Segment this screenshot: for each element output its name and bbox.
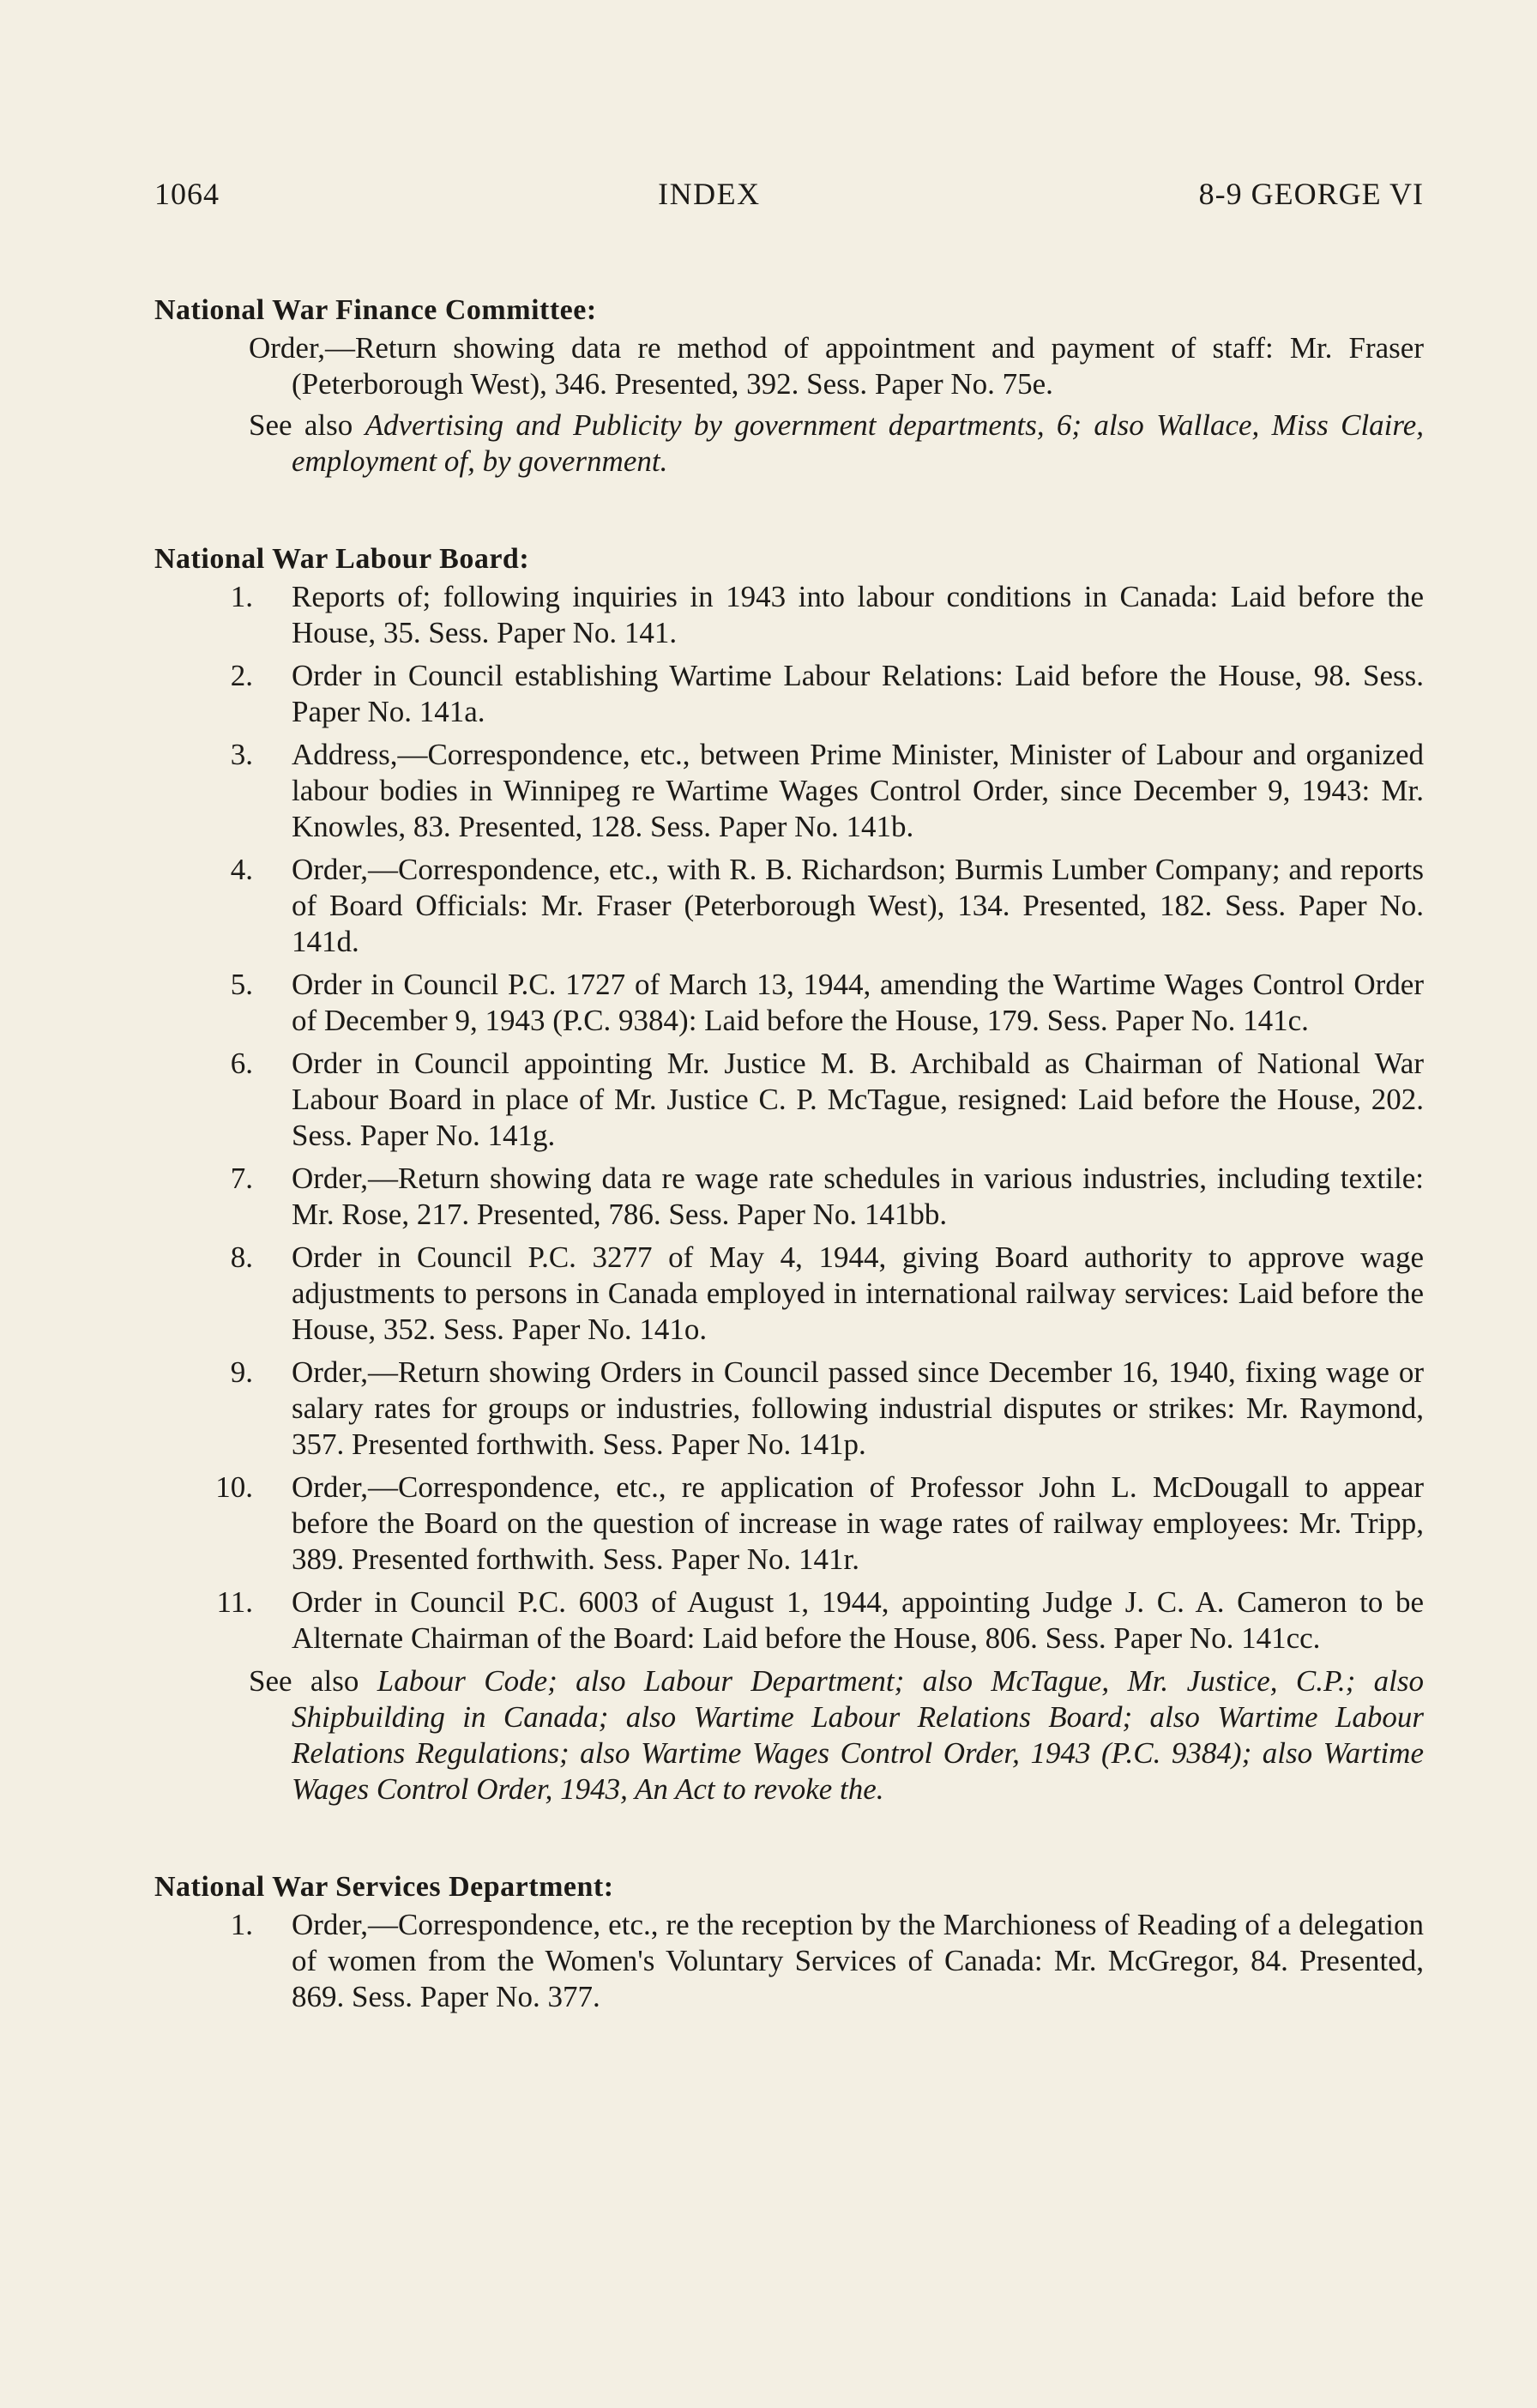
index-section-war-services [154,1871,1424,2015]
item-text: Order,—Return showing data re wage rate schedules in various industries, including textile: Mr. Rose, 217. Presented, 786. Sess. Paper No. 141bb. [292,1162,1424,1231]
item-number: 8. [230,1240,253,1274]
list-item [154,1161,1424,1233]
section-heading: National War Services Department: [154,1871,614,1903]
item-text: Order,—Correspondence, etc., re the reception by the Marchioness of Reading of a delegation of women from the Women's Voluntary Services of Canada: Mr. McGregor, 84. Presented, 869. Sess. Paper No. 377. [292,1908,1424,2013]
index-section-labour-board [154,543,1424,1808]
list-item [154,579,1424,651]
item-text: Order in Council P.C. 1727 of March 13, 1944, amending the Wartime Wages Control Order of December 9, 1943 (P.C. 9384): Laid before the House, 179. Sess. Paper No. 141c. [292,968,1424,1037]
see-also [154,407,1424,480]
list-item [154,658,1424,730]
item-text: Order,—Correspondence, etc., with R. B. Richardson; Burmis Lumber Company; and reports of Board Officials: Mr. Fraser (Peterborough West), 134. Presented, 182. Sess. Paper No. 141d. [292,853,1424,958]
index-section-finance-committee [154,294,1424,480]
item-number: 5. [230,968,253,1001]
item-text: Order in Council appointing Mr. Justice M. B. Archibald as Chairman of National War Labour Board in place of Mr. Justice C. P. McTague, resigned: Laid before the House, 202. Sess. Paper No. 141g. [292,1047,1424,1152]
item-text: Order in Council P.C. 6003 of August 1, 1944, appointing Judge J. C. A. Cameron to be Alternate Chairman of the Board: Laid before the House, 806. Sess. Paper No. 141cc. [292,1585,1424,1655]
item-text: Order,—Return showing Orders in Council passed since December 16, 1940, fixing wage or salary rates for groups or industries, following industrial disputes or strikes: Mr. Raymond, 357. Presented forthwith. Sess. Paper No. 141p. [292,1355,1424,1461]
item-text: Reports of; following inquiries in 1943 into labour conditions in Canada: Laid before the House, 35. Sess. Paper No. 141. [292,580,1424,649]
item-number: 9. [230,1355,253,1389]
section-heading: National War Finance Committee: [154,294,597,326]
page-number: 1064 [154,177,220,211]
item-number: 4. [230,853,253,886]
page-title: INDEX [658,177,761,211]
see-also [154,1663,1424,1808]
list-item [154,1584,1424,1657]
list-item [154,852,1424,960]
item-text: Order in Council P.C. 3277 of May 4, 1944, giving Board authority to approve wage adjustments to persons in Canada employed in international railway services: Laid before the House, 352. Sess. Paper No. 141o. [292,1240,1424,1346]
list-item [154,737,1424,845]
item-text: Order,—Correspondence, etc., re application of Professor John L. McDougall to appear before the Board on the question of increase in wage rates of railway employees: Mr. Tripp, 389. Presented forthwith. Sess. Paper No. 141r. [292,1470,1424,1576]
item-number: 3. [230,738,253,771]
section-heading: National War Labour Board: [154,543,530,575]
see-also-text: Labour Code; also Labour Department; also McTague, Mr. Justice, C.P.; also Shipbuilding in Canada; also Wartime Labour Relations Board; also Wartime Labour Relations Regulations; also Wartime Wages Control Order, 1943 (P.C. 9384); also Wartime Wages Control Order, 1943, An Act to revoke the. [292,1664,1425,1806]
list-item [154,1240,1424,1348]
item-text: Address,—Correspondence, etc., between Prime Minister, Minister of Labour and organized labour bodies in Winnipeg re Wartime Wages Control Order, since December 9, 1943: Mr. Knowles, 83. Presented, 128. Sess. Paper No. 141b. [292,738,1424,843]
see-also-prefix: See also [249,1664,359,1698]
item-number: 1. [230,580,253,613]
list-item [154,1470,1424,1578]
item-number: 2. [230,659,253,692]
item-number: 7. [230,1162,253,1195]
list-item [154,1046,1424,1154]
item-number: 11. [216,1585,253,1619]
item-text: Order in Council establishing Wartime Labour Relations: Laid before the House, 98. Sess. Paper No. 141a. [292,659,1424,728]
running-head [154,176,1424,212]
list-item [154,1907,1424,2015]
see-also-text: Advertising and Publicity by government departments, 6; also Wallace, Miss Claire, employment of, by government. [292,408,1425,478]
item-number: 1. [230,1908,253,1941]
item-number: 10. [215,1470,253,1504]
list-item [154,1355,1424,1463]
item-number: 6. [230,1047,253,1080]
list-item [154,967,1424,1039]
volume-label: 8-9 GEORGE VI [1198,177,1424,211]
index-entry: Order,—Return showing data re method of appointment and payment of staff: Mr. Fraser (Peterborough West), 346. Presented, 392. Sess. Paper No. 75e. [249,331,1424,401]
see-also-prefix: See also [249,408,353,442]
